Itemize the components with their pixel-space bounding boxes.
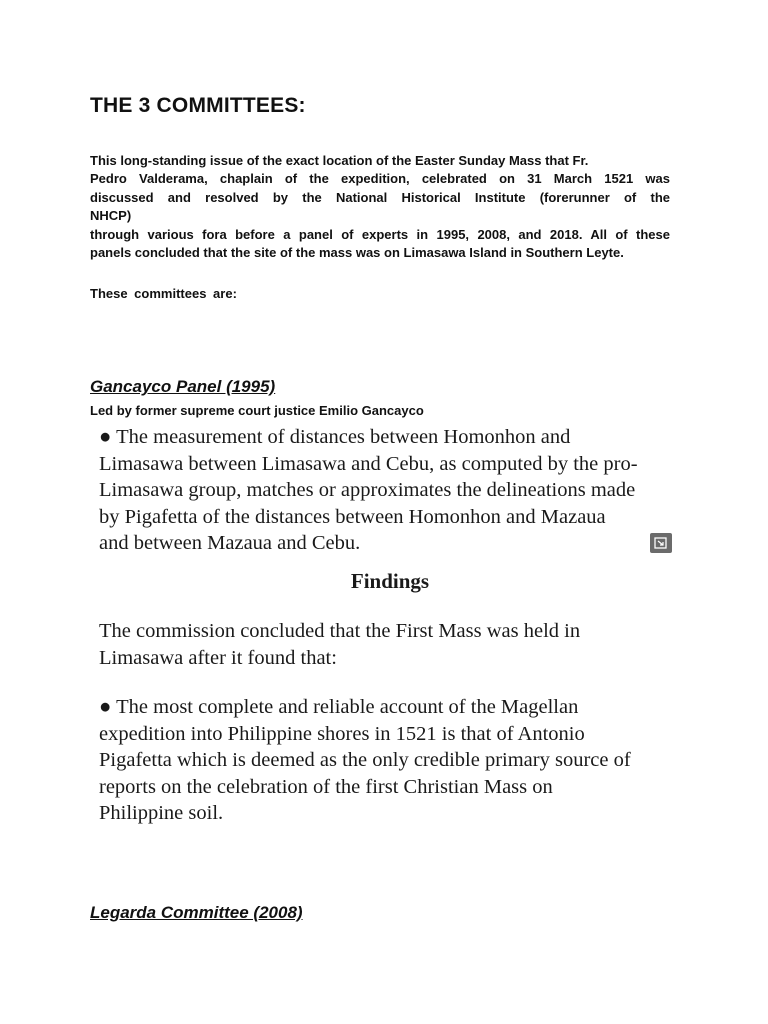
intro-line: panels concluded that the site of the mass was on Limasawa Island in Southern Leyte. xyxy=(90,245,624,261)
section-heading-legarda: Legarda Committee (2008) xyxy=(90,903,303,922)
intro-line: through various fora before a panel of experts in 1995, 2008, and 2018. All of these xyxy=(90,226,670,242)
scan-line: ● The measurement of distances between Homonhon and xyxy=(99,426,571,448)
section-subtitle: Led by former supreme court justice Emilio Gancayco xyxy=(90,403,424,418)
committees-label: These committees are: xyxy=(90,286,237,301)
scan-line: Limasawa between Limasawa and Cebu, as computed by the pro- xyxy=(99,452,638,475)
intro-line: Pedro Valderama, chaplain of the expedition, celebrated on 31 March 1521 was xyxy=(90,171,670,187)
scan-line: Limasawa group, matches or approximates the delineations made xyxy=(99,479,636,502)
expand-image-icon[interactable] xyxy=(650,533,672,553)
intro-paragraph xyxy=(90,152,670,262)
findings-bullet-pigafetta xyxy=(99,694,679,827)
intro-line: NHCP) xyxy=(90,208,132,224)
section-heading-gancayco: Gancayco Panel (1995) xyxy=(90,377,276,396)
scan-line: Philippine soil. xyxy=(99,802,224,825)
page-title: THE 3 COMMITTEES: xyxy=(90,94,306,117)
scanned-excerpt-image xyxy=(90,420,690,840)
scan-line: ● The most complete and reliable account of the Magellan xyxy=(99,696,579,718)
scan-line: Pigafetta which is deemed as the only credible primary source of xyxy=(99,749,631,772)
scan-line: The commission concluded that the First Mass was held in xyxy=(99,620,581,642)
intro-line: This long-standing issue of the exact location of the Easter Sunday Mass that Fr. xyxy=(90,153,589,168)
scan-line: reports on the celebration of the first Christian Mass on xyxy=(99,775,553,798)
scan-line: and between Mazaua and Cebu. xyxy=(99,532,361,555)
scan-line: Limasawa after it found that: xyxy=(99,646,337,669)
scan-line: expedition into Philippine shores in 1521 is that of Antonio xyxy=(99,722,585,745)
scan-line: by Pigafetta of the distances between Homonhon and Mazaua xyxy=(99,505,606,528)
commission-conclusion xyxy=(99,618,679,671)
findings-title: Findings xyxy=(350,569,430,593)
intro-line: discussed and resolved by the National Historical Institute (forerunner of the xyxy=(90,189,670,205)
findings-bullet-distances xyxy=(99,424,679,557)
